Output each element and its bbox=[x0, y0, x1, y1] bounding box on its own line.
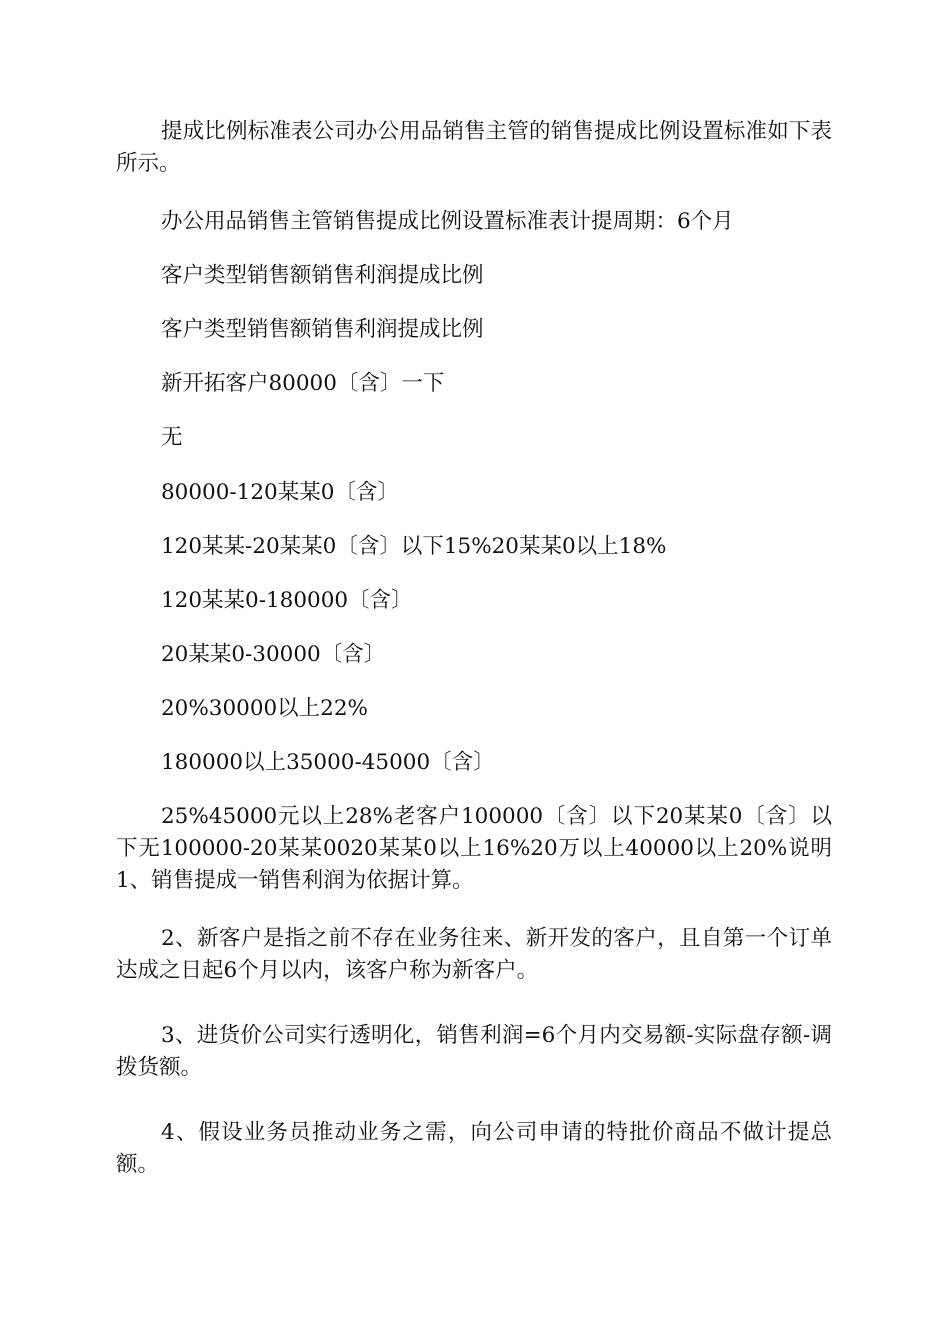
paragraph-new-customer: 新开拓客户80000〔含〕一下 bbox=[161, 371, 445, 396]
paragraph-range-6: 180000以上35000-45000〔含〕 bbox=[161, 750, 495, 775]
paragraph-range-3: 120某某0-180000〔含〕 bbox=[161, 588, 413, 613]
paragraph-old-customer-and-note-1: 25%45000元以上28%老客户100000〔含〕以下20某某0〔含〕以下无100000-20某某0020某某0以上16%20万以上40000以上20%说明1、销售提成一销售利润为依据计算。 bbox=[116, 804, 832, 893]
paragraph-table-header-repeat: 客户类型销售额销售利润提成比例 bbox=[161, 317, 484, 342]
paragraph-range-1: 80000-120某某0〔含〕 bbox=[161, 480, 399, 505]
paragraph-note-4: 4、假设业务员推动业务之需，向公司申请的特批价商品不做计提总额。 bbox=[116, 1120, 832, 1177]
paragraph-table-header: 客户类型销售额销售利润提成比例 bbox=[161, 263, 484, 288]
paragraph-range-2: 120某某-20某某0〔含〕以下15%20某某0以上18% bbox=[161, 534, 667, 559]
paragraph-note-2: 2、新客户是指之前不存在业务往来、新开发的客户，且自第一个订单达成之日起6个月以内，该客户称为新客户。 bbox=[116, 926, 832, 983]
paragraph-intro: 提成比例标准表公司办公用品销售主管的销售提成比例设置标准如下表所示。 bbox=[116, 119, 832, 176]
paragraph-table-title: 办公用品销售主管销售提成比例设置标准表计提周期：6个月 bbox=[161, 209, 734, 234]
paragraph-none: 无 bbox=[161, 425, 183, 450]
paragraph-range-4: 20某某0-30000〔含〕 bbox=[161, 642, 386, 667]
paragraph-range-5: 20%30000以上22% bbox=[161, 696, 368, 721]
paragraph-note-3: 3、进货价公司实行透明化，销售利润=6个月内交易额-实际盘存额-调拨货额。 bbox=[116, 1023, 832, 1080]
